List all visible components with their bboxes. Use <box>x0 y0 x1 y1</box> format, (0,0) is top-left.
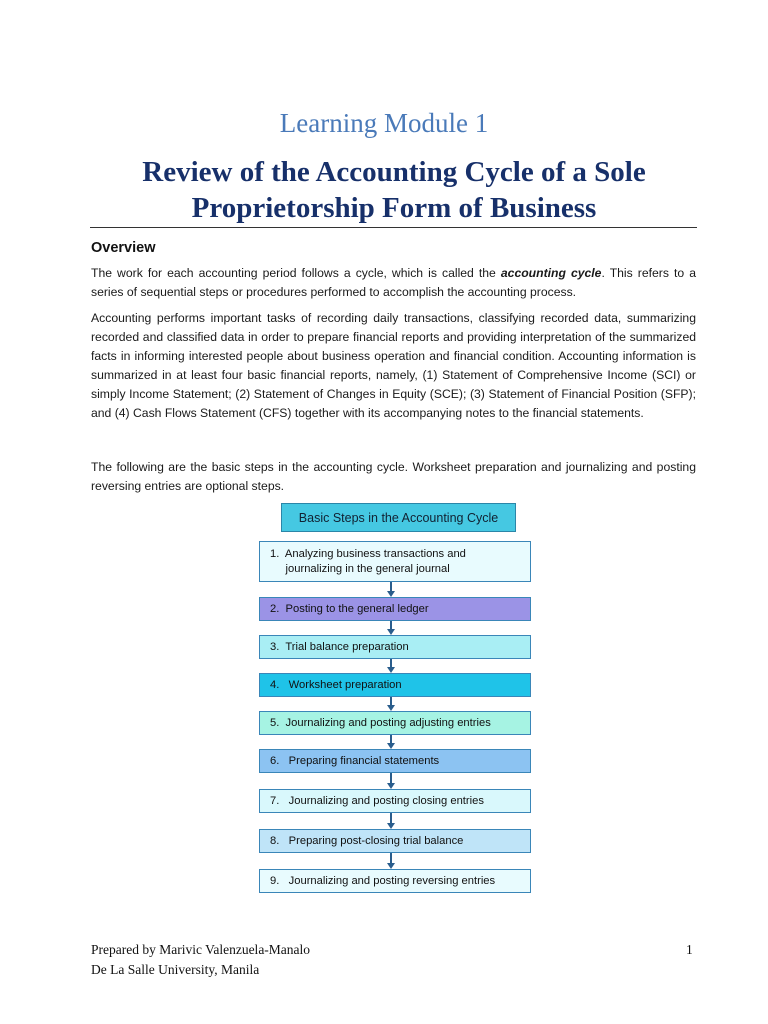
flow-arrow-down-icon <box>386 621 396 635</box>
title-line-1: Review of the Accounting Cycle of a Sole <box>142 156 646 188</box>
flowchart-step-5: 5. Journalizing and posting adjusting entries <box>259 711 531 735</box>
overview-paragraph-3: The following are the basic steps in the accounting cycle. Worksheet preparation and journalizing and posting reversing entries are optional steps. <box>91 460 696 493</box>
title-divider <box>90 227 697 228</box>
p1-text-start: The work for each accounting period follows a cycle, which is called the <box>91 266 501 280</box>
footer-prepared-by: Prepared by Marivic Valenzuela-Manalo <box>91 942 311 957</box>
flowchart-step-6: 6. Preparing financial statements <box>259 749 531 773</box>
flow-arrow-down-icon <box>386 697 396 711</box>
flow-arrow-down-icon <box>386 813 396 829</box>
accounting-cycle-term: accounting cycle <box>500 266 602 280</box>
flowchart-step-4: 4. Worksheet preparation <box>259 673 531 697</box>
flow-arrow-down-icon <box>386 659 396 673</box>
flowchart-step-9: 9. Journalizing and posting reversing entries <box>259 869 531 893</box>
overview-heading: Overview <box>91 240 156 256</box>
module-label: Learning Module 1 <box>279 108 489 138</box>
footer-page-number: 1 <box>686 942 693 957</box>
flow-arrow-down-icon <box>386 735 396 749</box>
p1-text-end: . This refers to a series of sequential steps or procedures performed to accomplish the accounting process. <box>91 266 696 299</box>
flowchart-step-1: 1. Analyzing business transactions and journalizing in the general journal <box>259 541 531 582</box>
flowchart-title: Basic Steps in the Accounting Cycle <box>281 503 516 532</box>
flowchart-step-2: 2. Posting to the general ledger <box>259 597 531 621</box>
flowchart-step-3: 3. Trial balance preparation <box>259 635 531 659</box>
title-line-2: Proprietorship Form of Business <box>191 192 597 224</box>
flow-arrow-down-icon <box>386 773 396 789</box>
overview-paragraph-1 <box>91 264 696 302</box>
flow-arrow-down-icon <box>386 853 396 869</box>
flowchart-step-7: 7. Journalizing and posting closing entries <box>259 789 531 813</box>
footer-university: De La Salle University, Manila <box>91 962 260 977</box>
page-title <box>90 154 698 226</box>
flowchart-step-8: 8. Preparing post-closing trial balance <box>259 829 531 853</box>
overview-paragraph-2: Accounting performs important tasks of recording daily transactions, classifying recorded data, summarizing recorded and classified data in order to prepare financial reports and providing interpretation of the summarized facts in informing interested people about business operation and financial condition. Accounting information is summarized in at least four basic financial reports, namely, (1) Statement of Comprehensive Income (SCI) or simply Income Statement; (2) Statement of Changes in Equity (SCE); (3) Statement of Financial Position (SFP); and (4) Cash Flows Statement (CFS) together with its accompanying notes to the financial statements. <box>91 311 696 420</box>
flow-arrow-down-icon <box>386 582 396 597</box>
